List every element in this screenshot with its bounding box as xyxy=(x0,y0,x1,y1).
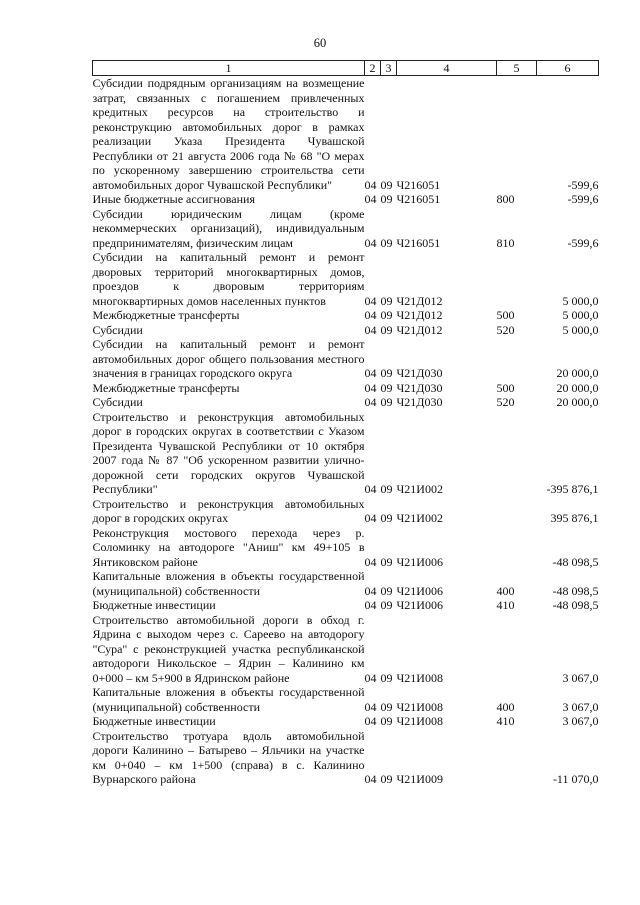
row-target-article: Ч21И006 xyxy=(396,598,443,612)
row-target-article: Ч21Д030 xyxy=(396,395,443,409)
row-expense-type: 400 xyxy=(496,699,515,714)
table-row xyxy=(93,526,599,570)
row-section: 04 xyxy=(364,511,377,525)
row-expense-type: 810 xyxy=(496,235,515,250)
row-subsection: 09 xyxy=(380,380,393,395)
row-amount: 20 000,0 xyxy=(556,395,599,409)
row-amount: 5 000,0 xyxy=(562,293,599,308)
table-row xyxy=(93,714,599,729)
row-subsection: 09 xyxy=(380,670,393,685)
row-name: Субсидии на капитальный ремонт и ремонт автомобильных дорог общего пользования местного значения в границах городского округа xyxy=(92,337,365,380)
row-section: 04 xyxy=(364,293,377,308)
row-amount: 395 876,1 xyxy=(550,511,599,525)
row-name: Субсидии подрядным организациям на возмещение затрат, связанных с погашением привлеченных кредитных ресурсов на строительство и реконструкцию автомобильных дорог в рамках реализации Указа Президента Чувашской Республики от 21 августа 2006 года № 68 "О мерах по ускоренному завершению строительства сети автомобильных дорог Чувашской Республики" xyxy=(92,76,365,192)
row-subsection: 09 xyxy=(380,482,393,496)
row-section: 04 xyxy=(364,192,377,206)
row-target-article: Ч21Д012 xyxy=(396,308,443,322)
row-target-article: Ч216051 xyxy=(396,192,441,206)
row-expense-type: 410 xyxy=(496,714,515,728)
row-target-article: Ч21И009 xyxy=(396,772,443,786)
row-name: Субсидии xyxy=(92,395,143,409)
row-subsection: 09 xyxy=(380,177,393,192)
row-amount: 5 000,0 xyxy=(562,322,599,337)
row-expense-type xyxy=(497,337,537,381)
row-name: Бюджетные инвестиции xyxy=(92,714,216,728)
table-row xyxy=(93,395,599,410)
row-target-article: Ч216051 xyxy=(396,177,441,192)
row-expense-type: 410 xyxy=(496,598,515,612)
row-amount: -48 098,5 xyxy=(552,598,599,612)
row-name: Субсидии xyxy=(92,322,143,337)
row-subsection: 09 xyxy=(380,366,393,380)
row-name: Строительство автомобильной дороги в обход г. Ядрина с выходом через с. Сареево на автодорогу "Сура" с реконструкцией участка республиканской автодороги Никольское – Ядрин – Калинино км 0+000 – км 5+900 в Ядринском районе xyxy=(92,612,365,685)
row-amount: -599,6 xyxy=(567,192,599,206)
row-amount: -599,6 xyxy=(567,177,599,192)
budget-table xyxy=(92,60,599,787)
row-name: Субсидии на капитальный ремонт и ремонт дворовых территорий многоквартирных домов, проездов к дворовым территориям многоквартирных домов населенных пунктов xyxy=(92,250,365,308)
column-header: 2 xyxy=(365,61,381,76)
column-header: 4 xyxy=(397,61,497,76)
row-section: 04 xyxy=(364,482,377,496)
row-section: 04 xyxy=(364,380,377,395)
row-expense-type xyxy=(497,526,537,570)
row-name: Реконструкция мостового перехода через р. Соломинку на автодороге "Аниш" км 49+105 в Янтиковском районе xyxy=(92,525,365,569)
row-expense-type xyxy=(497,410,537,497)
row-subsection: 09 xyxy=(380,235,393,250)
row-subsection: 09 xyxy=(380,395,393,409)
row-section: 04 xyxy=(364,366,377,380)
row-name: Капитальные вложения в объекты государственной (муниципальной) собственности xyxy=(92,685,365,714)
column-header: 3 xyxy=(381,61,397,76)
table-row xyxy=(93,323,599,338)
row-section: 04 xyxy=(364,322,377,337)
row-amount: 3 067,0 xyxy=(562,699,599,714)
row-section: 04 xyxy=(364,699,377,714)
row-expense-type: 500 xyxy=(496,380,515,395)
row-section: 04 xyxy=(364,583,377,598)
row-amount: -48 098,5 xyxy=(552,583,599,598)
row-expense-type xyxy=(497,729,537,787)
row-target-article: Ч21И006 xyxy=(396,583,443,598)
row-section: 04 xyxy=(364,598,377,612)
column-header: 6 xyxy=(537,61,599,76)
table-row xyxy=(93,410,599,497)
row-name: Бюджетные инвестиции xyxy=(92,598,216,612)
row-subsection: 09 xyxy=(380,598,393,612)
row-subsection: 09 xyxy=(380,293,393,308)
row-amount: 20 000,0 xyxy=(556,366,599,380)
row-target-article: Ч21И002 xyxy=(396,511,443,525)
row-expense-type: 400 xyxy=(496,583,515,598)
table-row xyxy=(93,381,599,396)
row-name: Субсидии юридическим лицам (кроме некоммерческих организаций), индивидуальным предпринимателям, физическим лицам xyxy=(92,206,365,250)
row-target-article: Ч21И008 xyxy=(396,699,443,714)
row-target-article: Ч21Д030 xyxy=(396,380,443,395)
row-section: 04 xyxy=(364,308,377,322)
row-amount: 20 000,0 xyxy=(556,380,599,395)
row-subsection: 09 xyxy=(380,554,393,569)
table-row xyxy=(93,337,599,381)
row-section: 04 xyxy=(364,177,377,192)
table-row xyxy=(93,76,599,193)
row-name: Строительство и реконструкция автомобильных дорог в городских округах xyxy=(92,496,365,525)
row-expense-type xyxy=(497,250,537,308)
table-row xyxy=(93,729,599,787)
row-subsection: 09 xyxy=(380,192,393,206)
table-row xyxy=(93,192,599,207)
table-header-row xyxy=(93,61,599,76)
page-number: 60 xyxy=(313,36,327,50)
row-name: Межбюджетные трансферты xyxy=(92,380,240,395)
row-section: 04 xyxy=(364,670,377,685)
row-amount: -599,6 xyxy=(567,235,599,250)
row-target-article: Ч21Д030 xyxy=(396,366,443,380)
row-name: Капитальные вложения в объекты государственной (муниципальной) собственности xyxy=(92,569,365,598)
row-expense-type: 500 xyxy=(496,308,515,322)
row-subsection: 09 xyxy=(380,714,393,728)
row-expense-type xyxy=(497,497,537,526)
row-amount: 3 067,0 xyxy=(562,714,599,728)
row-subsection: 09 xyxy=(380,699,393,714)
row-section: 04 xyxy=(364,235,377,250)
column-header: 5 xyxy=(497,61,537,76)
row-name: Межбюджетные трансферты xyxy=(92,308,240,322)
column-header: 1 xyxy=(93,61,365,76)
row-target-article: Ч21Д012 xyxy=(396,293,443,308)
table-row xyxy=(93,497,599,526)
row-expense-type: 520 xyxy=(496,395,515,409)
row-section: 04 xyxy=(364,714,377,728)
row-expense-type xyxy=(497,76,537,193)
row-name: Строительство тротуара вдоль автомобильной дороги Калинино – Батырево – Яльчики на участке км 0+040 – км 1+500 (справа) в с. Калинино Вурнарского района xyxy=(92,728,365,786)
row-target-article: Ч216051 xyxy=(396,235,441,250)
row-amount: -48 098,5 xyxy=(552,554,599,569)
row-amount: -11 070,0 xyxy=(552,772,599,786)
row-target-article: Ч21И002 xyxy=(396,482,443,496)
row-expense-type: 520 xyxy=(496,322,515,337)
row-section: 04 xyxy=(364,554,377,569)
table-row xyxy=(93,598,599,613)
row-amount: -395 876,1 xyxy=(546,482,599,496)
table-row xyxy=(93,250,599,308)
row-amount: 3 067,0 xyxy=(562,670,599,685)
row-expense-type: 800 xyxy=(496,192,515,206)
row-section: 04 xyxy=(364,395,377,409)
table-row xyxy=(93,308,599,323)
row-target-article: Ч21И008 xyxy=(396,670,443,685)
table-row xyxy=(93,207,599,251)
row-target-article: Ч21Д012 xyxy=(396,322,443,337)
table-row xyxy=(93,613,599,686)
row-target-article: Ч21И006 xyxy=(396,554,443,569)
row-amount: 5 000,0 xyxy=(562,308,599,322)
row-subsection: 09 xyxy=(380,511,393,525)
row-name: Строительство и реконструкция автомобильных дорог в городских округах в соответствии с Указом Президента Чувашской Республики от 10 октября 2007 года № 87 "Об ускоренном развитии улично-дорожной сети городских округов Чувашской Республики" xyxy=(92,409,365,496)
row-name: Иные бюджетные ассигнования xyxy=(92,192,255,206)
row-subsection: 09 xyxy=(380,322,393,337)
table-row xyxy=(93,685,599,714)
table-row xyxy=(93,569,599,598)
row-section: 04 xyxy=(364,772,377,786)
row-subsection: 09 xyxy=(380,583,393,598)
row-expense-type xyxy=(497,613,537,686)
row-target-article: Ч21И008 xyxy=(396,714,443,728)
row-subsection: 09 xyxy=(380,308,393,322)
row-subsection: 09 xyxy=(380,772,393,786)
